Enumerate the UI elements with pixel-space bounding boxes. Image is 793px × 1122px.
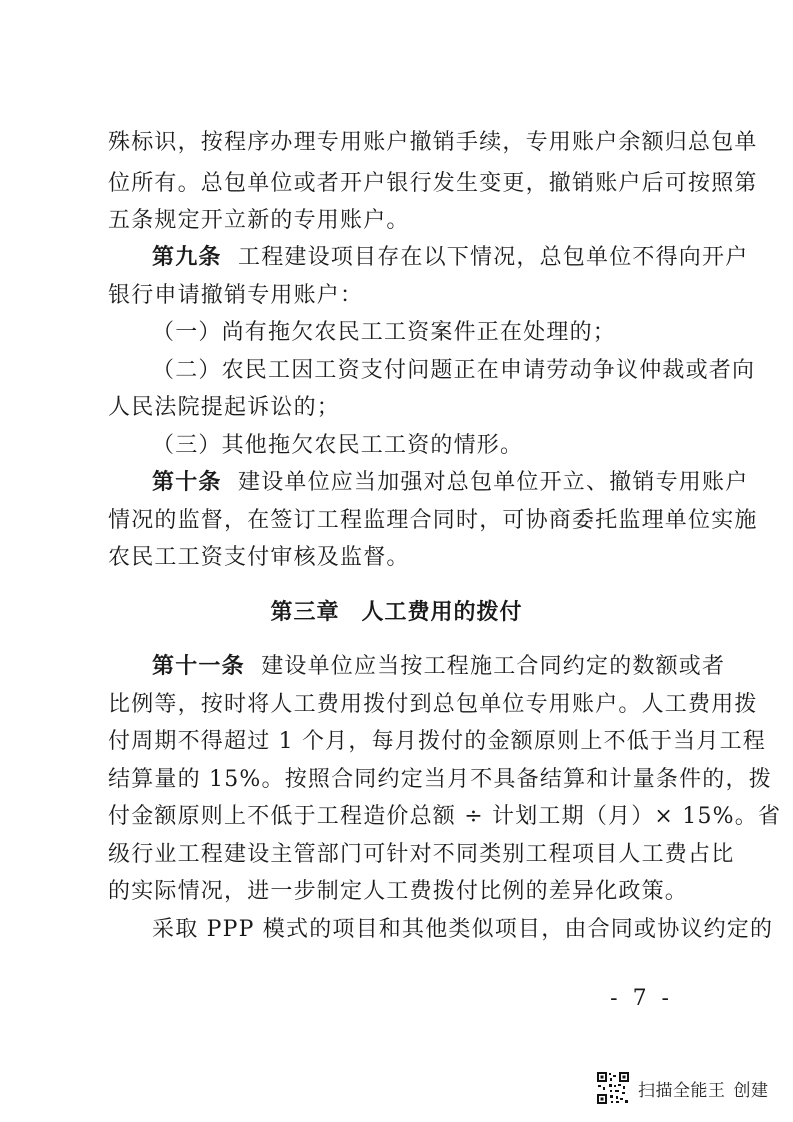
article9-line2: 银行申请撤销专用账户： (108, 283, 364, 308)
last-paragraph-line1: 采取 PPP 模式的项目和其他类似项目，由合同或协议约定的 (152, 917, 774, 942)
scanner-watermark (596, 1068, 769, 1108)
article11-line5: 付金额原则上不低于工程造价总额 ÷ 计划工期（月）× 15%。省 (108, 804, 782, 829)
article11-line4: 结算量的 15%。按照合同约定当月不具备结算和计量条件的，拨 (108, 767, 772, 792)
article11-line7: 的实际情况，进一步制定人工费拨付比例的差异化政策。 (108, 879, 689, 904)
qr-code-icon (596, 1071, 630, 1105)
article11-line6: 级行业工程建设主管部门可针对不同类别工程项目人工费占比 (108, 842, 735, 867)
article10-line1 (152, 468, 748, 498)
para1-line3: 五条规定开立新的专用账户。 (108, 208, 410, 233)
scanner-app-name: 扫描全能王 (638, 1080, 726, 1101)
chapter-heading (0, 598, 793, 628)
article9-label: 第九条 (152, 245, 222, 270)
item2-line2: 人民法院提起诉讼的； (108, 395, 341, 420)
article11-label: 第十一条 (152, 654, 245, 679)
article10-label: 第十条 (152, 470, 222, 495)
article9-text1: 工程建设项目存在以下情况，总包单位不得向开户 (238, 245, 749, 270)
article10-line2: 情况的监督，在签订工程监理合同时，可协商委托监理单位实施 (108, 508, 758, 533)
article11-text1: 建设单位应当按工程施工合同约定的数额或者 (261, 654, 726, 679)
para1-line2: 位所有。总包单位或者开户银行发生变更，撤销账户后可按照第 (108, 171, 758, 196)
scanner-action-text: 创建 (733, 1080, 769, 1101)
page-number: - 7 - (610, 986, 673, 1011)
article11-line2: 比例等，按时将人工费用拨付到总包单位专用账户。人工费用拨 (108, 692, 758, 717)
article11-line1 (152, 652, 725, 682)
para1-line1: 殊标识，按程序办理专用账户撤销手续，专用账户余额归总包单 (108, 130, 758, 155)
chapter-title: 人工费用的拨付 (361, 600, 523, 625)
article10-text1: 建设单位应当加强对总包单位开立、撤销专用账户 (238, 470, 749, 495)
item3: （三）其他拖欠农民工工资的情形。 (152, 433, 524, 458)
item2-line1: （二）农民工因工资支付问题正在申请劳动争议仲裁或者向 (152, 358, 756, 383)
article9-line1 (152, 243, 748, 273)
chapter-number: 第三章 (270, 600, 340, 625)
item1: （一）尚有拖欠农民工工资案件正在处理的； (152, 320, 617, 345)
article11-line3: 付周期不得超过 1 个月，每月拨付的金额原则上不低于当月工程 (108, 729, 766, 754)
article10-line3: 农民工工资支付审核及监督。 (108, 545, 410, 570)
